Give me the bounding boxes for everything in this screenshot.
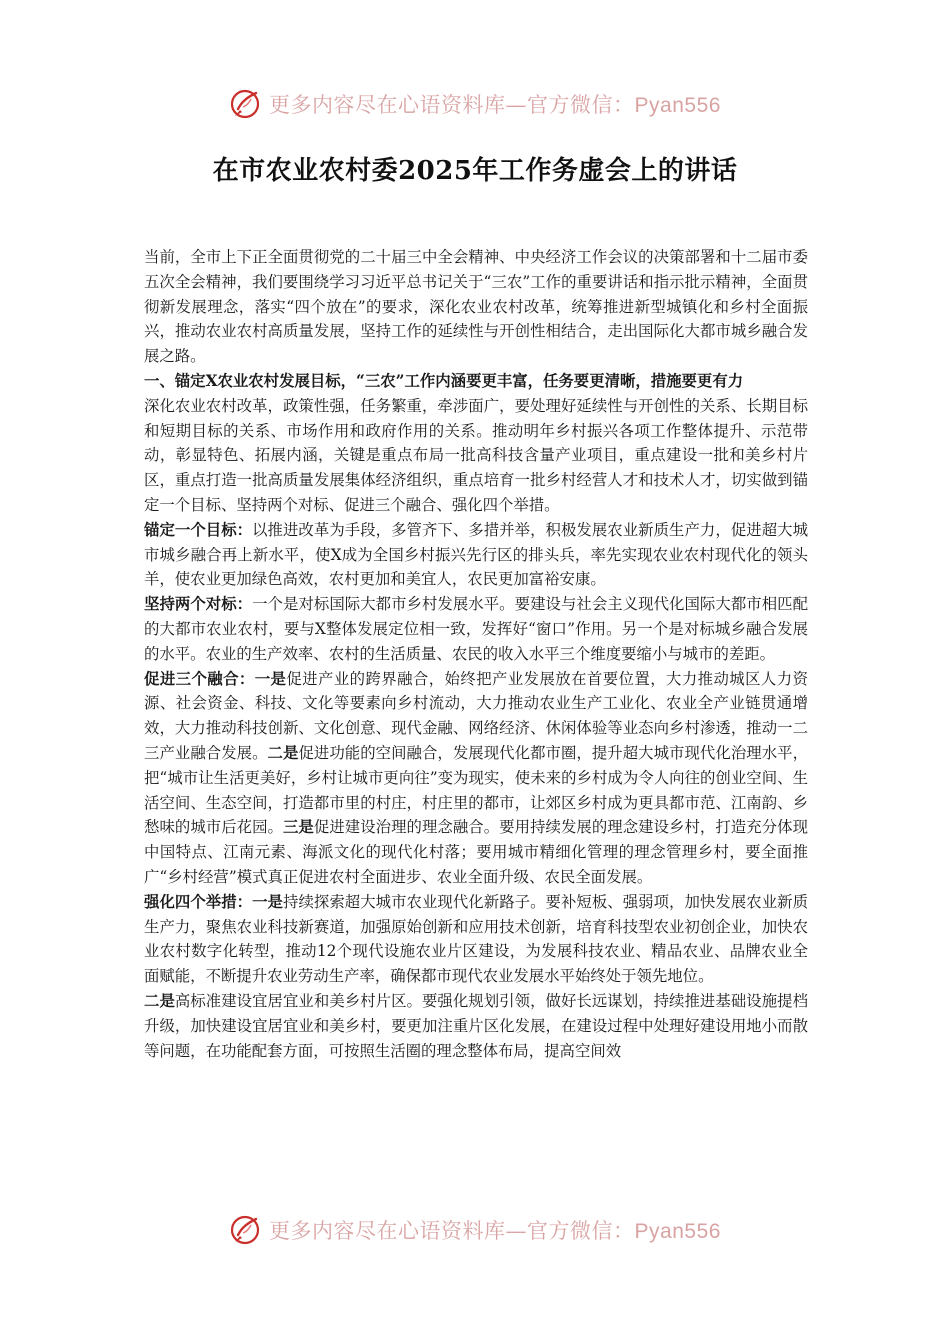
measures-lead: 强化四个举措： bbox=[144, 892, 253, 911]
watermark-banner-bottom bbox=[0, 1210, 950, 1250]
section-1-paragraph: 深化农业农村改革，政策性强，任务繁重，牵涉面广，要处理好延续性与开创性的关系、长期目标和短期目标的关系、市场作用和政府作用的关系。推动明年乡村振兴各项工作整体提升、示范带动，彰显特色、拓展内涵，关键是重点布局一批高科技含量产业项目，重点建设一批和美乡村片区，重点打造一批高质量发展集体经济组织，重点培育一批乡村经营人才和技术人才，切实做到锚定一个目标、坚持两个对标、促进三个融合、强化四个举措。 bbox=[144, 396, 808, 514]
pen-logo-icon bbox=[229, 1213, 263, 1247]
integration-paragraph: 促进三个融合：一是促进产业的跨界融合，始终把产业发展放在首要位置，大力推动城区人力资源、社会资金、科技、文化等要素向乡村流动，大力推动农业生产工业化、农业全产业链贯通增效，大力推动科技创新、文化创意、现代金融、网络经济、休闲体验等业态向乡村渗透，推动一二三产业融合发展。二是促进功能的空间融合，发展现代化都市圈，提升超大城市现代化治理水平，把“城市让生活更美好，乡村让城市更向往”变为现实，使未来的乡村成为令人向往的创业空间、生活空间、生态空间，打造都市里的村庄，村庄里的都市，让郊区乡村成为更具都市范、江南韵、乡愁味的城市后花园。三是促进建设治理的理念融合。要用持续发展的理念建设乡村，打造充分体现中国特点、江南元素、海派文化的现代化村落；要用城市精细化管理的理念管理乡村，要全面推广“乡村经营”模式真正促进农村全面进步、农业全面升级、农民全面发展。 bbox=[144, 669, 808, 886]
watermark-wechat-id: Pyan556 bbox=[634, 1220, 721, 1243]
benchmark-lead: 坚持两个对标： bbox=[144, 595, 253, 614]
document-title: 在市农业农村委2025年工作务虚会上的讲话 bbox=[212, 156, 738, 186]
goal-paragraph: 锚定一个目标：以推进改革为手段，多管齐下、多措并举，积极发展农业新质生产力，促进超大城市城乡融合再上新水平，使X成为全国乡村振兴先行区的排头兵，率先实现农业农村现代化的领头羊，使农业更加绿色高效，农村更加和美宜人，农民更加富裕安康。 bbox=[144, 520, 808, 589]
measure-two-paragraph: 二是高标准建设宜居宜业和美乡村片区。要强化规划引领，做好长远谋划，持续推进基础设施提档升级，加快建设宜居宜业和美乡村，要更加注重片区化发展，在建设过程中处理好建设用地小而散等问题，在功能配套方面，可按照生活圈的理念整体布局，提高空间效 bbox=[144, 991, 808, 1060]
document-body bbox=[144, 245, 808, 1063]
benchmark-paragraph: 坚持两个对标：一个是对标国际大都市乡村发展水平。要建设与社会主义现代化国际大都市相匹配的大都市农业农村，要与X整体发展定位相一致，发挥好“窗口”作用。另一个是对标城乡融合发展的水平。农业的生产效率、农村的生活质量、农民的收入水平三个维度要缩小与城市的差距。 bbox=[144, 595, 808, 663]
intro-paragraph: 当前，全市上下正全面贯彻党的二十届三中全会精神、中央经济工作会议的决策部署和十二届市委五次全会精神，我们要围绕学习习近平总书记关于“三农”工作的重要讲话和指示批示精神，全面贯彻新发展理念，落实“四个放在”的要求，深化农业农村改革，统筹推进新型城镇化和乡村全面振兴，推动农业农村高质量发展，坚持工作的延续性与开创性相结合，走出国际化大都市城乡融合发展之路。 bbox=[144, 248, 808, 366]
measures-paragraph: 强化四个举措：一是持续探索超大城市农业现代化新路子。要补短板、强弱项，加快发展农业新质生产力，聚焦农业科技新赛道，加强原始创新和应用技术创新，培育科技型农业初创企业，加快农业农村数字化转型，推动12个现代设施农业片区建设，为发展科技农业、精品农业、品牌农业全面赋能，不断提升农业劳动生产率，确保都市现代农业发展水平始终处于领先地位。 bbox=[144, 892, 808, 986]
section-heading-1: 一、锚定X农业农村发展目标，“三农”工作内涵要更丰富，任务要更清晰，措施要更有力 bbox=[144, 371, 744, 390]
pen-logo-icon bbox=[229, 87, 263, 121]
integration-lead: 促进三个融合： bbox=[144, 669, 255, 688]
watermark-text: 更多内容尽在心语资料库—官方微信：Pyan556 bbox=[269, 1219, 721, 1243]
watermark-wechat-id: Pyan556 bbox=[634, 94, 721, 117]
watermark-text: 更多内容尽在心语资料库—官方微信：Pyan556 bbox=[269, 93, 721, 117]
goal-lead: 锚定一个目标： bbox=[144, 520, 253, 539]
watermark-banner-top bbox=[0, 84, 950, 124]
